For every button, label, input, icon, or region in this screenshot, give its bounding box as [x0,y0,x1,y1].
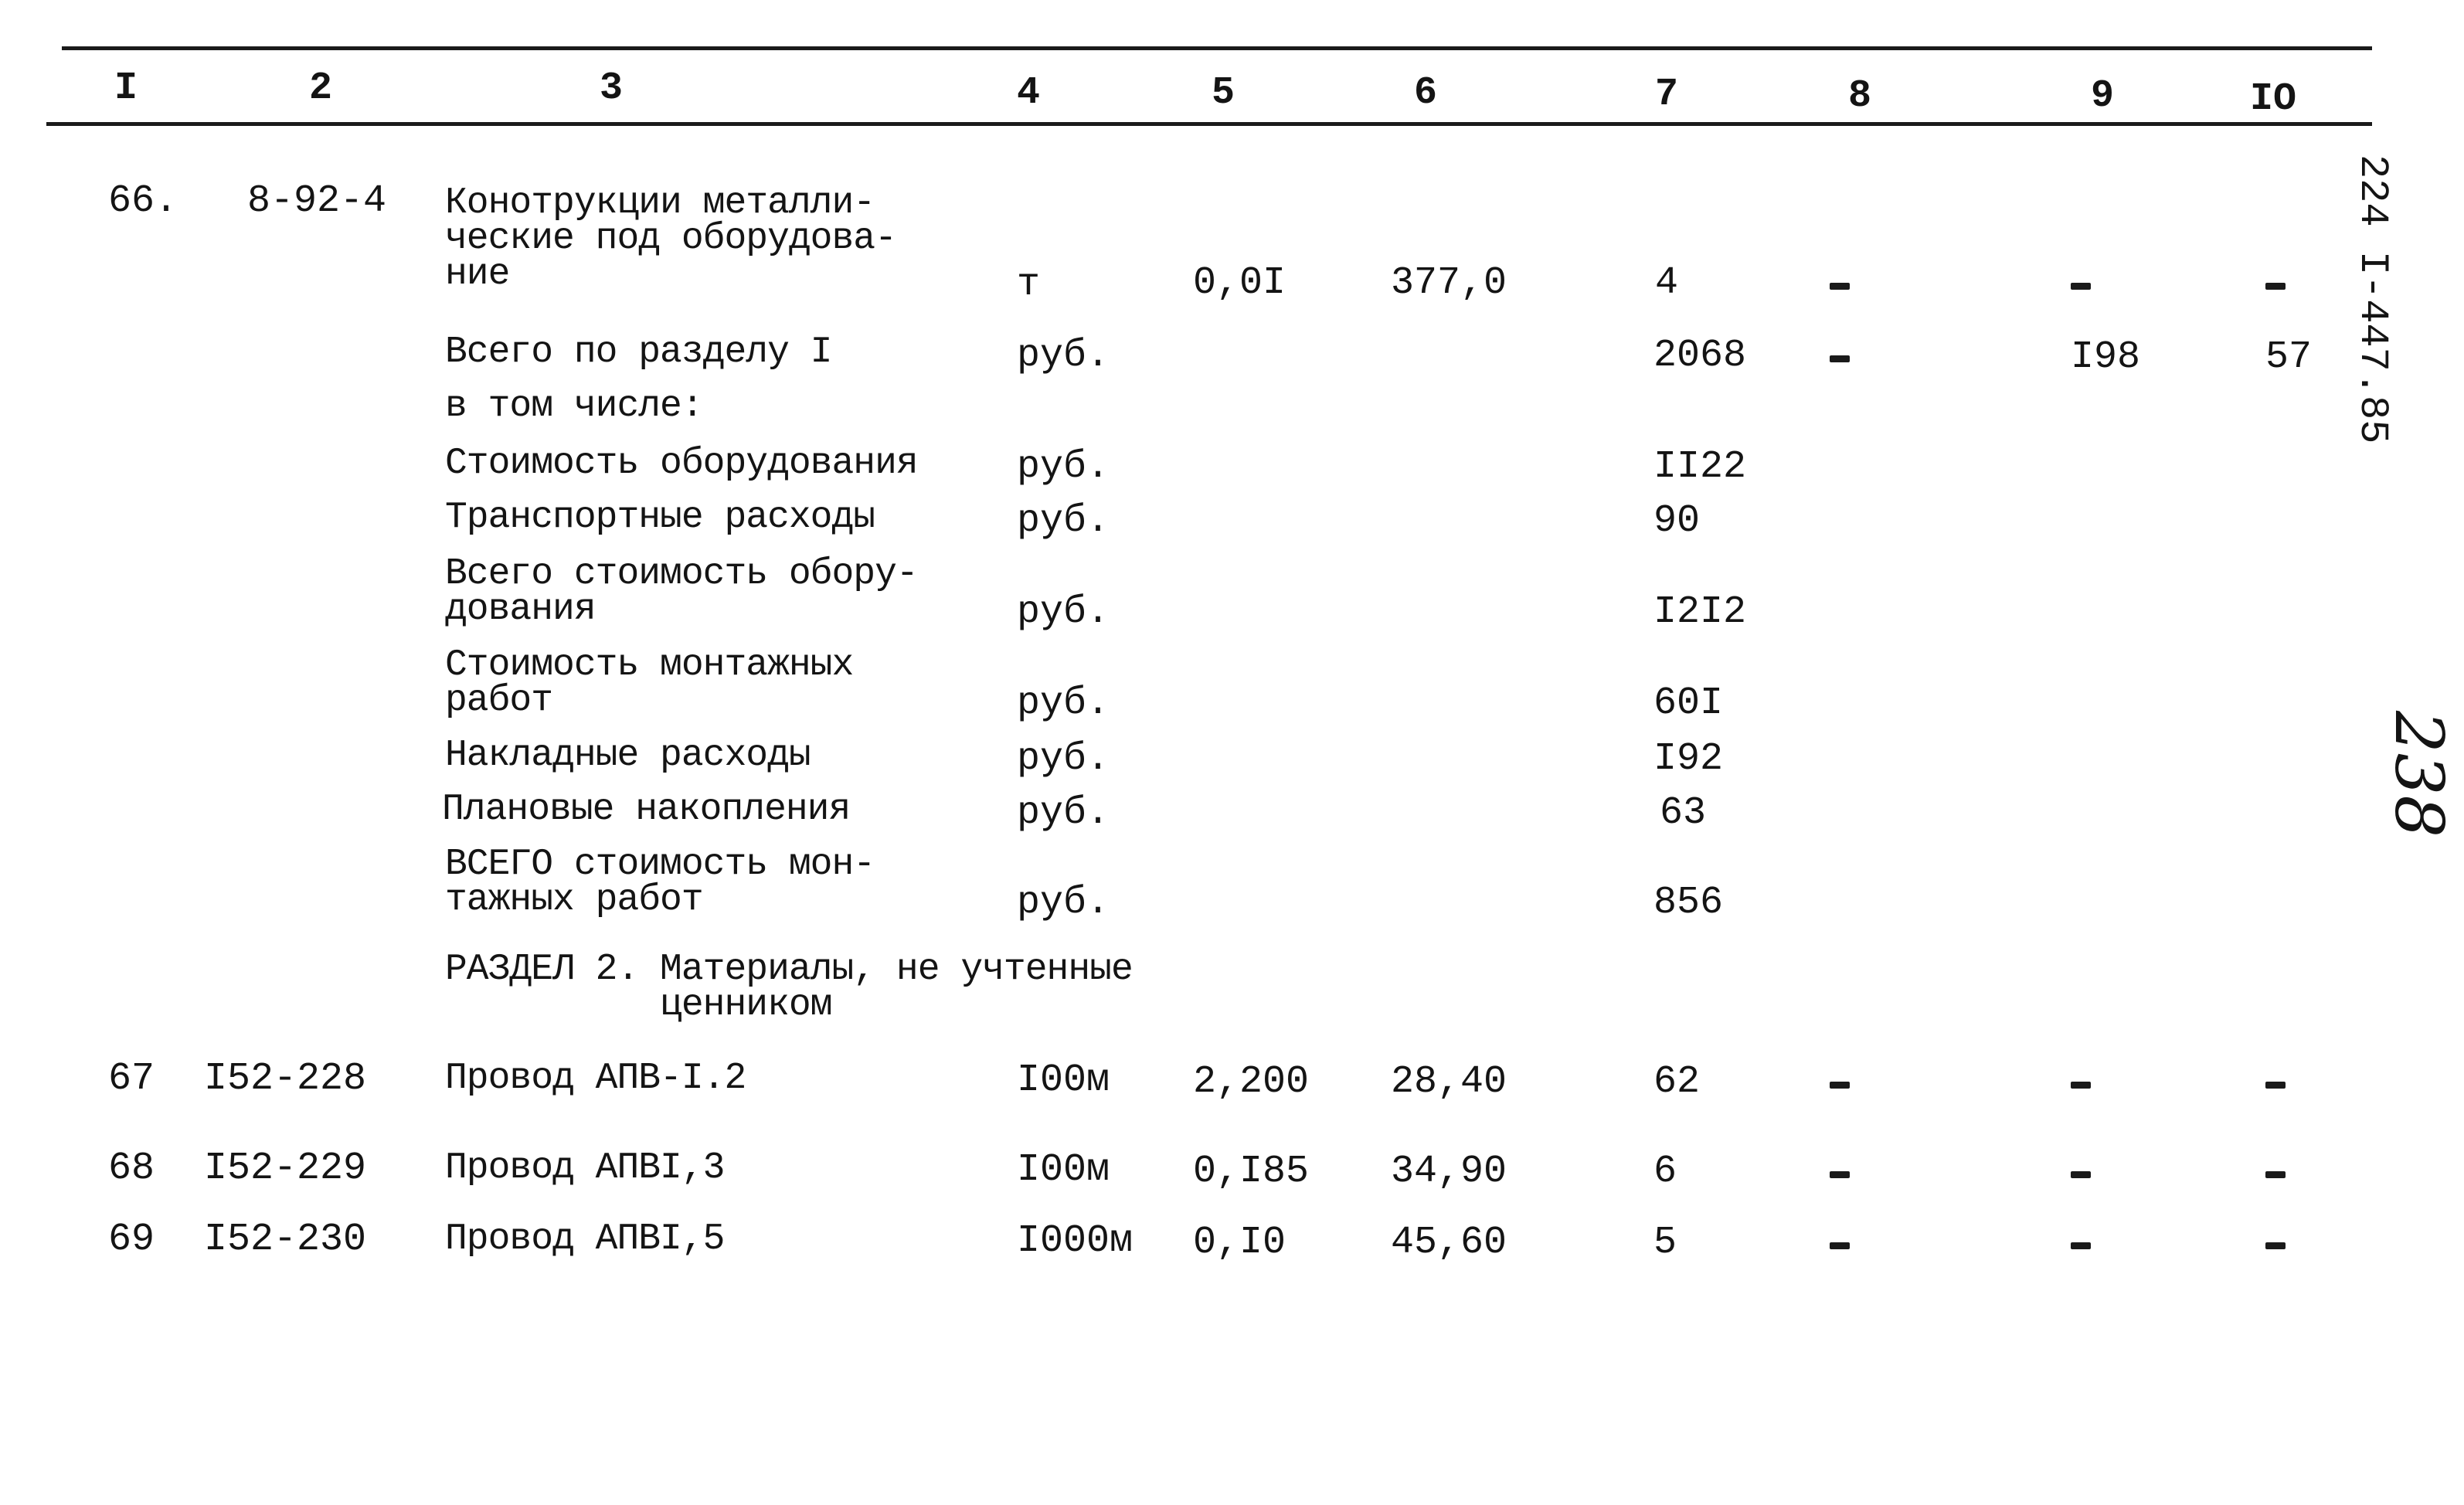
row-unit: руб. [1017,791,1110,835]
row-col7: 60I [1653,681,1724,725]
row-quantity: 0,I85 [1193,1150,1310,1194]
row-name: ВСЕГО стоимость мон- тажных работ [445,844,875,921]
row-unit: I00м [1017,1148,1110,1192]
row-unit: руб. [1017,445,1110,489]
row-col7: 856 [1653,881,1724,925]
row-col10-dash [2265,1242,2286,1249]
column-header-8: 8 [1848,74,1872,118]
row-col7: 90 [1653,499,1701,543]
row-unit: руб. [1017,590,1110,634]
row-name: Всего стоимость обору- дования [445,553,918,630]
row-col7: I92 [1653,737,1724,781]
section-title: РАЗДЕЛ 2. Материалы, не учтенные ценником [445,949,1133,1026]
row-col7: II22 [1653,445,1747,489]
column-header-2: 2 [309,66,333,110]
row-unit: руб. [1017,334,1110,378]
column-header-9: 9 [2091,74,2115,118]
row-col8-dash [1830,1171,1850,1178]
row-code: I52-228 [204,1057,367,1101]
column-header-4: 4 [1017,71,1041,115]
row-unit: I000м [1017,1219,1133,1263]
row-col8-dash [1830,355,1850,362]
column-header-5: 5 [1212,71,1235,115]
column-header-7: 7 [1655,73,1679,117]
row-col9-dash [2071,1082,2091,1089]
row-name: Конотрукции металли- ческие под оборудова- ние [445,182,896,295]
row-price: 34,90 [1391,1150,1507,1194]
row-col9-dash [2071,1242,2091,1249]
document-code: 224 I-447.85 [2350,155,2395,444]
row-col9-dash [2071,283,2091,290]
row-col10-dash [2265,283,2286,290]
row-name: Провод АПВ-I.2 [445,1058,746,1099]
row-number: 66. [108,179,178,223]
row-col8-dash [1830,1242,1850,1249]
row-name: Плановые накопления [442,789,851,831]
row-col7: I2I2 [1653,590,1747,634]
row-unit: руб. [1017,881,1110,925]
row-col10-dash [2265,1171,2286,1178]
row-col7: 5 [1653,1221,1677,1265]
row-col7: 6 [1653,1150,1677,1194]
row-name: Транспортные расходы [445,497,875,538]
row-quantity: 0,I0 [1193,1221,1286,1265]
row-col9: I98 [2071,335,2141,379]
row-col7: 4 [1655,261,1679,305]
page-number: 238 [2380,711,2457,838]
row-code: I52-230 [204,1218,367,1262]
row-col7: 62 [1653,1060,1701,1104]
row-price: 28,40 [1391,1060,1507,1104]
row-name: Провод АПВI,5 [445,1218,725,1260]
row-number: 68 [108,1147,155,1191]
row-unit: руб. [1017,737,1110,781]
row-code: 8-92-4 [247,179,387,223]
row-unit: I00м [1017,1058,1110,1102]
row-code: I52-229 [204,1147,367,1191]
row-price: 45,60 [1391,1221,1507,1265]
row-unit: руб. [1017,499,1110,543]
row-unit: руб. [1017,681,1110,725]
row-name: Накладные расходы [445,735,811,776]
row-number: 67 [108,1057,155,1101]
column-header-1: I [114,66,138,110]
column-header-3: 3 [600,66,624,110]
header-top-rule [62,46,2372,50]
row-col10: 57 [2265,335,2313,379]
row-col7: 63 [1660,791,1707,835]
row-quantity: 2,200 [1193,1060,1310,1104]
column-header-6: 6 [1414,71,1438,115]
row-name: в том числе: [445,386,703,427]
row-name: Стоимость оборудования [445,443,918,484]
row-name: Стоимость монтажных работ [445,644,854,722]
row-name: Всего по разделу I [445,331,832,373]
column-header-10: IO [2250,77,2297,121]
row-number: 69 [108,1218,155,1262]
row-name: Провод АПВI,3 [445,1147,725,1189]
row-col8-dash [1830,283,1850,290]
row-col9-dash [2071,1171,2091,1178]
row-col10-dash [2265,1082,2286,1089]
row-price: 377,0 [1391,261,1507,305]
row-col7: 2068 [1653,334,1747,378]
row-quantity: 0,0I [1193,261,1286,305]
row-col8-dash [1830,1082,1850,1089]
header-bottom-rule [46,122,2372,126]
row-unit: т [1017,263,1041,307]
